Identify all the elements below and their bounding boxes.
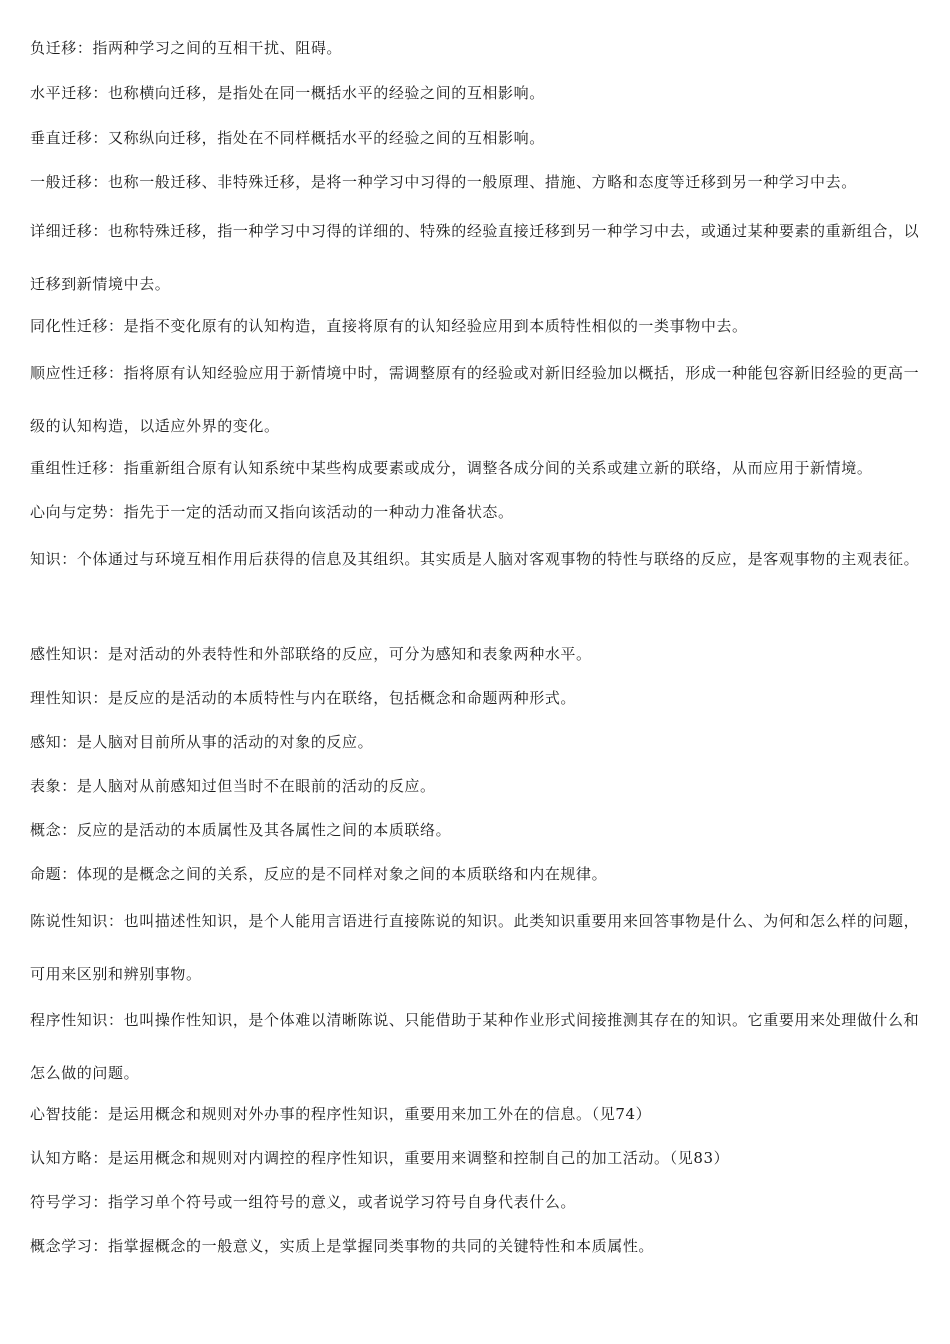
entry-gainian-xuexi (30, 1224, 922, 1269)
entry-term: 感知 (30, 733, 62, 751)
entry-separator: ： (92, 689, 109, 707)
entry-definition: 是人脑对目前所从事的活动的对象的反应。 (76, 733, 374, 751)
entry-separator: ： (108, 364, 124, 382)
entry-term: 一般迁移 (30, 173, 93, 191)
entry-term: 命题 (30, 865, 62, 883)
entry-definition: 指学习单个符号或一组符号的意义，或者说学习符号自身代表什么。 (108, 1193, 577, 1211)
entry-fuhao-xuexi (30, 1180, 922, 1225)
entry-definition: 也称一般迁移、非特殊迁移，是将一种学习中习得的一般原理、措施、方略和态度等迁移到另一种学习中去。 (108, 173, 857, 191)
entry-term: 陈说性知识 (30, 912, 109, 930)
entry-term: 重组性迁移 (30, 459, 109, 477)
entry-separator: ： (61, 550, 77, 568)
entry-term: 理性知识 (30, 689, 93, 707)
entry-term: 概念 (30, 821, 62, 839)
entry-separator: ： (61, 821, 77, 839)
entry-definition: 也称特殊迁移，指一种学习中习得的详细的、特殊的经验直接迁移到另一种学习中去，或通过某种要素的重新组合，以迁移到新情境中去。 (30, 222, 920, 293)
entry-lixing-zhishi (30, 676, 922, 721)
entry-definition: 指先于一定的活动而又指向该活动的一种动力准备状态。 (123, 503, 514, 521)
entry-definition: 反应的是活动的本质属性及其各属性之间的本质联络。 (76, 821, 452, 839)
entry-yiban-qianyi (30, 160, 922, 205)
entry-separator: ： (92, 84, 109, 102)
entry-definition: 个体通过与环境互相作用后获得的信息及其组织。其实质是人脑对客观事物的特性与联络的反应，是客观事物的主观表征。 (76, 550, 920, 568)
entry-definition: 指将原有认知经验应用于新情境中时，需调整原有的经验或对新旧经验加以概括，形成一种能包容新旧经验的更高一级的认知构造，以适应外界的变化。 (30, 364, 920, 435)
entry-term: 感性知识 (30, 645, 93, 663)
entry-definition: 也叫描述性知识，是个人能用言语进行直接陈说的知识。此类知识重要用来回答事物是什么、为何和怎么样的问题，可用来区别和辨别事物。 (30, 912, 920, 983)
entry-term: 概念学习 (30, 1237, 93, 1255)
entry-zhishi (30, 533, 922, 586)
entry-definition: 是反应的是活动的本质特性与内在联络，包括概念和命题两种形式。 (108, 689, 577, 707)
entry-term: 心智技能 (30, 1105, 93, 1123)
entry-definition: 又称纵向迁移，指处在不同样概括水平的经验之间的互相影响。 (108, 129, 545, 147)
entry-definition: 是运用概念和规则对外办事的程序性知识，重要用来加工外在的信息。（见74） (108, 1105, 652, 1123)
entry-separator: ： (92, 129, 109, 147)
entry-shunying-qianyi (30, 347, 922, 453)
entry-definition: 体现的是概念之间的关系，反应的是不同样对象之间的本质联络和内在规律。 (76, 865, 608, 883)
entry-separator: ： (108, 459, 124, 477)
entry-shuiping-qianyi (30, 71, 922, 116)
entry-separator: ： (108, 912, 124, 930)
entry-tonghua-qianyi (30, 304, 922, 349)
entry-definition: 指掌握概念的一般意义，实质上是掌握同类事物的共同的关键特性和本质属性。 (108, 1237, 655, 1255)
entry-separator: ： (61, 777, 77, 795)
entry-ganxing-zhishi (30, 632, 922, 677)
entry-chongzu-qianyi (30, 446, 922, 491)
entry-definition: 也称横向迁移，是指处在同一概括水平的经验之间的互相影响。 (108, 84, 545, 102)
entry-definition: 是对活动的外表特性和外部联络的反应，可分为感知和表象两种水平。 (108, 645, 592, 663)
entry-separator: ： (108, 503, 124, 521)
entry-definition: 是指不变化原有的认知构造，直接将原有的认知经验应用到本质特性相似的一类事物中去。 (123, 317, 748, 335)
entry-separator: ： (92, 222, 109, 240)
entry-gainian (30, 808, 922, 853)
entry-separator: ： (92, 173, 109, 191)
entry-term: 详细迁移 (30, 222, 93, 240)
entry-term: 符号学习 (30, 1193, 93, 1211)
entry-separator: ： (92, 1149, 109, 1167)
entry-term: 程序性知识 (30, 1011, 109, 1029)
entry-term: 知识 (30, 550, 62, 568)
entry-chuizhi-qianyi (30, 116, 922, 161)
entry-definition: 指重新组合原有认知系统中某些构成要素或成分，调整各成分间的关系或建立新的联络，从而应用于新情境。 (123, 459, 873, 477)
entry-definition: 指两种学习之间的互相干扰、阻碍。 (92, 39, 343, 57)
entry-xinzhi-jineng (30, 1092, 922, 1137)
entry-chenshuoxing-zhishi (30, 895, 922, 1001)
entry-biaoxiang (30, 764, 922, 809)
entry-separator: ： (92, 645, 109, 663)
entry-definition: 也叫操作性知识，是个体难以清晰陈说、只能借助于某种作业形式间接推测其存在的知识。它重要用来处理做什么和怎么做的问题。 (30, 1011, 920, 1082)
entry-separator: ： (92, 1237, 109, 1255)
entry-separator: ： (92, 1105, 109, 1123)
entry-definition: 是人脑对从前感知过但当时不在眼前的活动的反应。 (76, 777, 436, 795)
entry-term: 水平迁移 (30, 84, 93, 102)
entry-xiangxi-qianyi (30, 205, 922, 311)
entry-chengxuxing-zhishi (30, 994, 922, 1100)
entry-term: 垂直迁移 (30, 129, 93, 147)
entry-term: 同化性迁移 (30, 317, 109, 335)
entry-separator: ： (61, 733, 77, 751)
entry-separator: ： (76, 39, 93, 57)
entry-renzhi-fanglue (30, 1136, 922, 1181)
entry-fu-qianyi (30, 26, 922, 71)
entry-definition: 是运用概念和规则对内调控的程序性知识，重要用来调整和控制自己的加工活动。（见83） (108, 1149, 730, 1167)
entry-ganzhi (30, 720, 922, 765)
entry-mingti (30, 852, 922, 897)
entry-xinxiang-dingshi (30, 490, 922, 535)
entry-separator: ： (92, 1193, 109, 1211)
entry-term: 顺应性迁移 (30, 364, 109, 382)
entry-separator: ： (108, 1011, 124, 1029)
entry-separator: ： (108, 317, 124, 335)
entry-separator: ： (61, 865, 77, 883)
entry-term: 表象 (30, 777, 62, 795)
entry-term: 心向与定势 (30, 503, 109, 521)
entry-term: 负迁移 (30, 39, 77, 57)
entry-term: 认知方略 (30, 1149, 93, 1167)
